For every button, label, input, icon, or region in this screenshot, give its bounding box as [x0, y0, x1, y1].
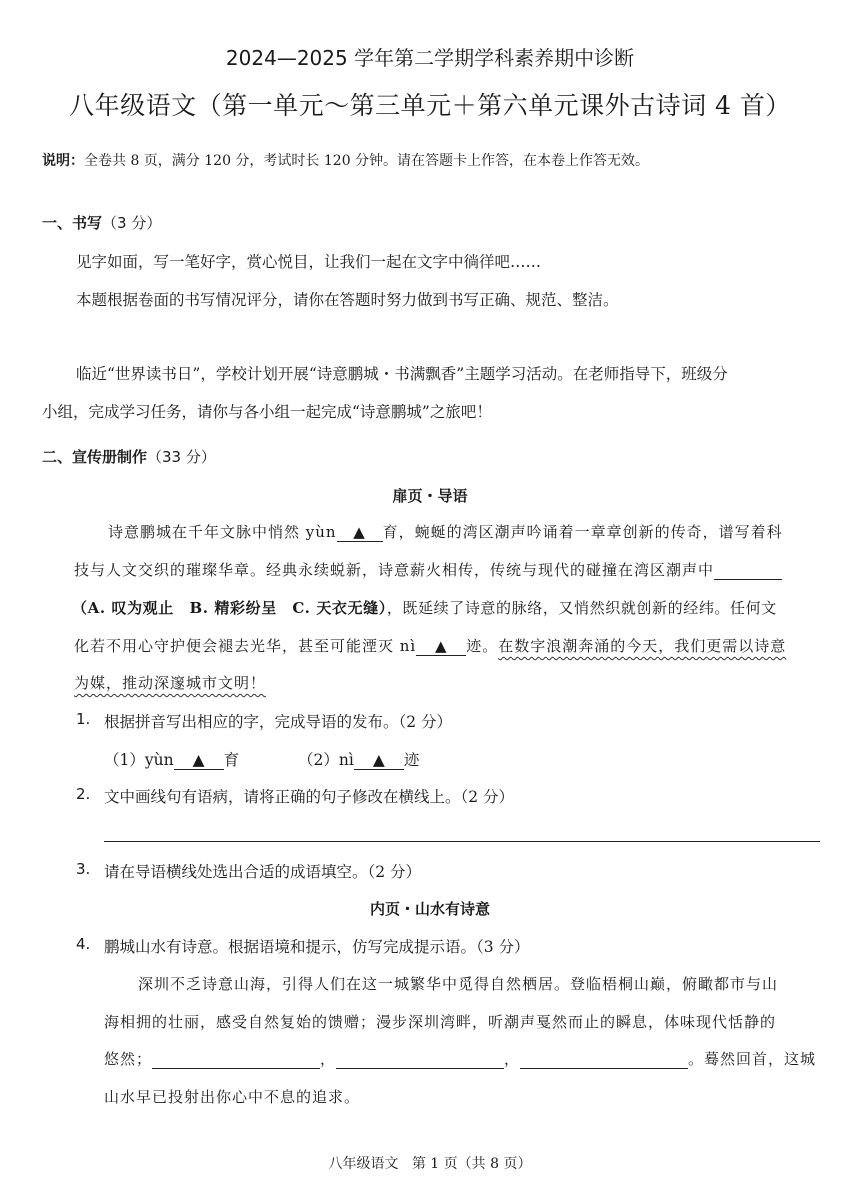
instructions — [42, 150, 649, 170]
idiom-answer-blank[interactable] — [714, 561, 782, 580]
section2-heading — [42, 446, 216, 467]
section2-points: （33 分） — [147, 448, 216, 466]
q4-answer-blank-1[interactable] — [152, 1050, 320, 1069]
passage-line4 — [74, 635, 786, 656]
question-1-answer-a — [104, 748, 239, 770]
passage-l3b: ，既延续了诗意的脉络，又悄然织就创新的经纬。任何文 — [386, 599, 777, 617]
blank-marker-icon: ▲ — [372, 751, 385, 769]
section1-heading — [42, 212, 161, 233]
q4-comma-1: ， — [320, 1050, 337, 1068]
question-1-answer-b — [298, 748, 419, 770]
q4-answer-blank-2[interactable] — [336, 1050, 504, 1069]
q4-comma-2: ， — [504, 1050, 521, 1068]
q1a-answer-blank[interactable] — [174, 751, 224, 770]
q4-passage-line4: 山水早已投射出你心中不息的追求。 — [104, 1088, 361, 1106]
instructions-label: 说明： — [42, 153, 84, 169]
q1a-prefix: （1）yùn — [104, 751, 174, 769]
passage-l4b: 迹。 — [466, 637, 499, 655]
q1b-suffix: 迹 — [403, 751, 420, 769]
passage-l1a: 诗意鹏城在千年文脉中悄然 yùn — [108, 523, 337, 541]
section1-line1: 见字如面，写一笔好字，赏心悦目，让我们一起在文字中徜徉吧…… — [76, 253, 542, 271]
q4-passage-line3 — [104, 1048, 816, 1069]
q4-passage-line1: 深圳不乏诗意山海，引得人们在这一城繁华中觅得自然栖居。登临梧桐山巅，俯瞰都市与山 — [138, 975, 779, 993]
q4-passage-line2: 海相拥的壮丽，感受自然复始的馈赠；漫步深圳湾畔，听潮声戛然而止的瞬息，体味现代恬静的 — [104, 1013, 777, 1031]
question-1-number: 1. — [76, 710, 91, 728]
page-footer — [0, 1153, 860, 1173]
underlined-faulty-sentence: 在数字浪潮奔涌的今天，我们更需以诗意 — [498, 637, 787, 655]
intro-line1: 临近“世界读书日”，学校计划开展“诗意鹏城・书满飘香”主题学习活动。在老师指导下，班级分 — [76, 365, 728, 383]
q1a-suffix: 育 — [223, 751, 240, 769]
answer-blank-yun[interactable] — [337, 523, 383, 542]
answer-blank-ni[interactable] — [416, 637, 466, 656]
footer-page-number: 第 1 页（共 8 页） — [411, 1156, 532, 1172]
q4-answer-blank-3[interactable] — [520, 1050, 688, 1069]
q1b-prefix: （2）nì — [298, 751, 354, 769]
q4-p3a: 悠然； — [104, 1050, 153, 1068]
section1-title: 一、书写 — [42, 214, 103, 232]
passage-line2 — [74, 559, 782, 580]
q1b-answer-blank[interactable] — [354, 751, 404, 770]
question-3-text: 请在导语横线处选出合适的成语填空。（2 分） — [104, 863, 422, 881]
footer-subject: 八年级语文 — [328, 1156, 399, 1172]
question-2-number: 2. — [76, 785, 91, 803]
passage-l4a: 化若不用心守护便会褪去光华，甚至可能湮灭 nì — [74, 637, 417, 655]
passage-line5 — [74, 672, 266, 693]
instructions-text: 全卷共 8 页，满分 120 分，考试时长 120 分钟。请在答题卡上作答，在本卷上作答无效。 — [84, 153, 650, 169]
question-4-text: 鹏城山水有诗意。根据语境和提示，仿写完成提示语。（3 分） — [104, 938, 530, 956]
underlined-faulty-sentence-end: 为媒，推动深邃城市文明！ — [74, 674, 267, 692]
passage-l2: 技与人文交织的璀璨华章。经典永续蜕新，诗意薪火相传，传统与现代的碰撞在湾区潮声中 — [74, 561, 715, 579]
blank-marker-icon: ▲ — [192, 751, 205, 769]
question-2-text: 文中画线句有语病，请将正确的句子修改在横线上。（2 分） — [104, 788, 515, 806]
passage-line3 — [72, 597, 777, 618]
q4-p3b: 。蓦然回首，这城 — [688, 1050, 817, 1068]
blank-marker-icon: ▲ — [434, 637, 448, 655]
subheading-inner-page: 内页・山水有诗意 — [369, 900, 490, 918]
section1-points: （3 分） — [102, 214, 162, 232]
section2-title: 二、宣传册制作 — [42, 448, 148, 466]
intro-line2: 小组，完成学习任务，请你与各小组一起完成“诗意鹏城”之旅吧！ — [42, 403, 492, 421]
subheading-title-page: 扉页・导语 — [392, 487, 468, 505]
question-3-number: 3. — [76, 860, 91, 878]
exam-title: 2024—2025 学年第二学期学科素养期中诊断 — [225, 46, 635, 70]
passage-line1 — [108, 521, 783, 542]
question-2-answer-line[interactable] — [104, 841, 820, 842]
question-4-number: 4. — [76, 935, 91, 953]
exam-subtitle: 八年级语文（第一单元～第三单元＋第六单元课外古诗词 4 首） — [69, 91, 791, 120]
section1-line2: 本题根据卷面的书写情况评分，请你在答题时努力做到书写正确、规范、整洁。 — [76, 291, 619, 309]
question-1-text: 根据拼音写出相应的字，完成导语的发布。（2 分） — [104, 713, 453, 731]
blank-marker-icon: ▲ — [353, 523, 366, 541]
idiom-options: （A. 叹为观止 B. 精彩纷呈 C. 天衣无缝） — [72, 599, 387, 617]
passage-l1b: 育，蜿蜒的湾区潮声吟诵着一章章创新的传奇，谱写着科 — [382, 523, 783, 541]
